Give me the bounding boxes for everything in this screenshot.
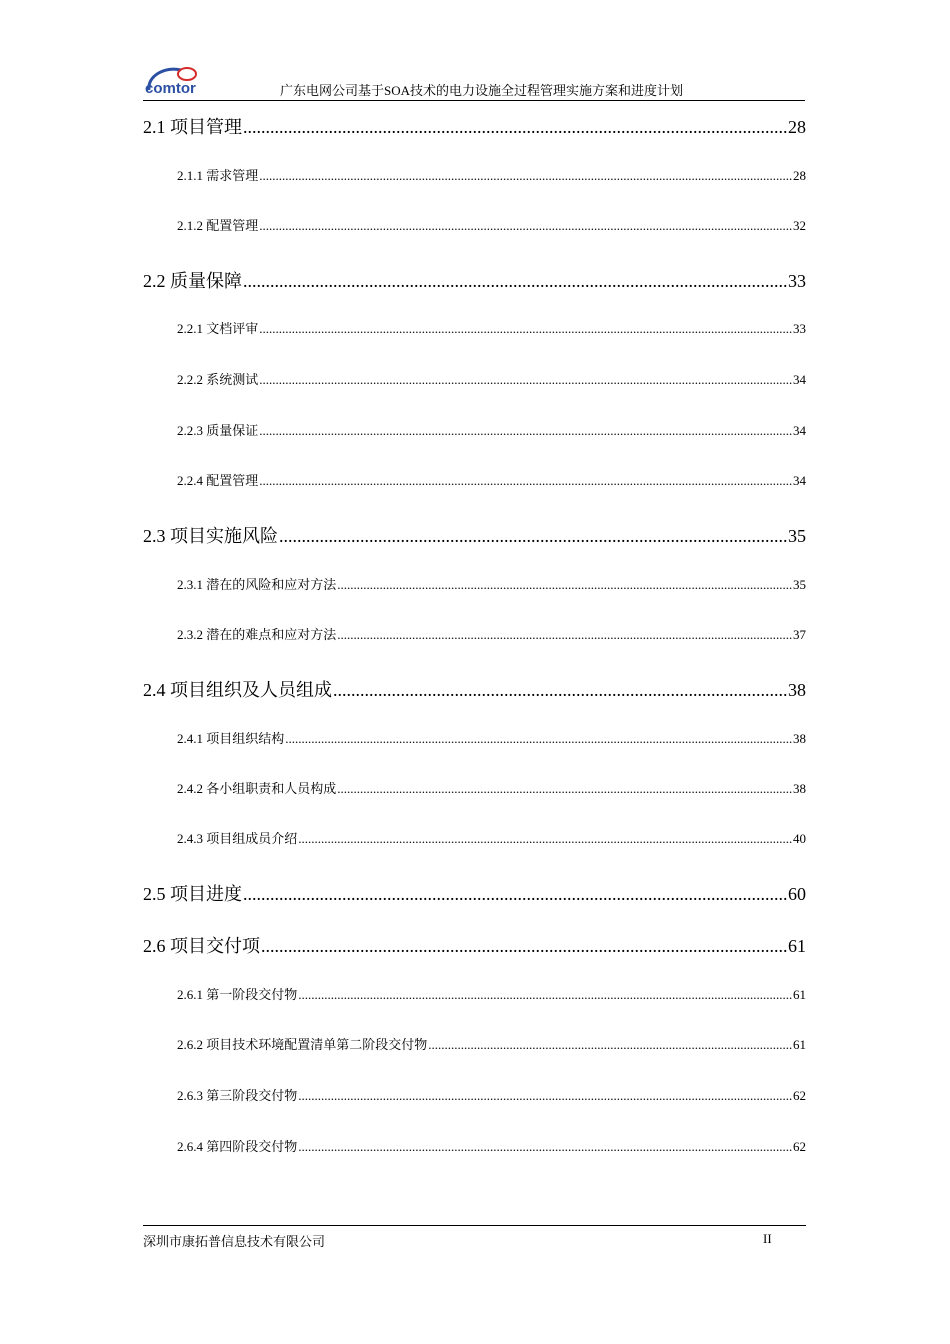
toc-section-entry[interactable] xyxy=(143,113,806,139)
toc-dot-leader xyxy=(243,117,787,138)
toc-entry-label: 2.2.2 系统测试 xyxy=(177,372,259,387)
toc-entry-page: 62 xyxy=(793,1088,806,1103)
toc-entry-label: 2.3.2 潜在的难点和应对方法 xyxy=(177,627,337,642)
toc-dot-leader xyxy=(243,884,787,905)
toc-subsection-entry[interactable] xyxy=(177,420,806,439)
toc-entry-label: 2.6.2 项目技术环境配置清单第二阶段交付物 xyxy=(177,1037,428,1052)
toc-entry-page: 35 xyxy=(793,577,806,592)
toc-entry-label: 2.4 项目组织及人员组成 xyxy=(143,680,332,700)
toc-dot-leader xyxy=(259,473,792,489)
toc-entry-page: 28 xyxy=(793,168,806,183)
toc-entry-page: 34 xyxy=(793,423,806,438)
toc-section-entry[interactable] xyxy=(143,880,806,906)
toc-subsection-entry[interactable] xyxy=(177,1136,806,1155)
toc-subsection-entry[interactable] xyxy=(177,828,806,847)
toc-dot-leader xyxy=(259,423,792,439)
toc-entry-page: 28 xyxy=(788,117,806,137)
toc-section-entry[interactable] xyxy=(143,932,806,958)
toc-section-entry[interactable] xyxy=(143,267,806,293)
toc-dot-leader xyxy=(428,1037,792,1053)
toc-entry-label: 2.5 项目进度 xyxy=(143,884,242,904)
toc-entry-label: 2.3 项目实施风险 xyxy=(143,526,278,546)
toc-dot-leader xyxy=(298,1088,792,1104)
toc-dot-leader xyxy=(337,781,792,797)
toc-entry-label: 2.1.1 需求管理 xyxy=(177,168,259,183)
toc-dot-leader xyxy=(298,1139,792,1155)
toc-dot-leader xyxy=(259,372,792,388)
toc-entry-page: 37 xyxy=(793,627,806,642)
toc-subsection-entry[interactable] xyxy=(177,1034,806,1053)
toc-subsection-entry[interactable] xyxy=(177,470,806,489)
document-title: 广东电网公司基于SOA技术的电力设施全过程管理实施方案和进度计划 xyxy=(280,83,684,98)
toc-subsection-entry[interactable] xyxy=(177,728,806,747)
page-footer xyxy=(143,1225,806,1249)
page-header xyxy=(143,64,805,101)
toc-section-entry[interactable] xyxy=(143,522,806,548)
toc-entry-label: 2.6.3 第三阶段交付物 xyxy=(177,1088,298,1103)
toc-entry-label: 2.1 项目管理 xyxy=(143,117,242,137)
toc-entry-page: 60 xyxy=(788,884,806,904)
toc-subsection-entry[interactable] xyxy=(177,574,806,593)
toc-entry-page: 38 xyxy=(788,680,806,700)
toc-dot-leader xyxy=(337,577,792,593)
toc-entry-page: 35 xyxy=(788,526,806,546)
toc-subsection-entry[interactable] xyxy=(177,318,806,337)
toc-subsection-entry[interactable] xyxy=(177,624,806,643)
toc-dot-leader xyxy=(259,168,792,184)
toc-entry-page: 34 xyxy=(793,473,806,488)
toc-dot-leader xyxy=(259,218,792,234)
toc-dot-leader xyxy=(337,627,792,643)
toc-dot-leader xyxy=(243,271,787,292)
toc-subsection-entry[interactable] xyxy=(177,369,806,388)
toc-entry-page: 38 xyxy=(793,731,806,746)
toc-entry-label: 2.2.4 配置管理 xyxy=(177,473,259,488)
toc-entry-label: 2.4.3 项目组成员介绍 xyxy=(177,831,298,846)
toc-entry-page: 62 xyxy=(793,1139,806,1154)
toc-entry-label: 2.3.1 潜在的风险和应对方法 xyxy=(177,577,337,592)
toc-entry-label: 2.6.1 第一阶段交付物 xyxy=(177,987,298,1002)
toc-entry-label: 2.6 项目交付项 xyxy=(143,936,260,956)
toc-entry-page: 61 xyxy=(788,936,806,956)
toc-section-entry[interactable] xyxy=(143,676,806,702)
toc-entry-page: 38 xyxy=(793,781,806,796)
toc-dot-leader xyxy=(333,680,787,701)
toc-subsection-entry[interactable] xyxy=(177,1085,806,1104)
toc-dot-leader xyxy=(285,731,792,747)
toc-entry-page: 61 xyxy=(793,987,806,1002)
toc-subsection-entry[interactable] xyxy=(177,984,806,1003)
toc-entry-label: 2.2.1 文档评审 xyxy=(177,321,259,336)
toc-entry-label: 2.4.1 项目组织结构 xyxy=(177,731,285,746)
toc-dot-leader xyxy=(279,526,787,547)
toc-entry-page: 34 xyxy=(793,372,806,387)
toc-entry-label: 2.1.2 配置管理 xyxy=(177,218,259,233)
toc-subsection-entry[interactable] xyxy=(177,215,806,234)
toc-dot-leader xyxy=(298,831,792,847)
toc-entry-page: 32 xyxy=(793,218,806,233)
toc-entry-page: 33 xyxy=(788,271,806,291)
toc-entry-label: 2.2 质量保障 xyxy=(143,271,242,291)
footer-page-number: II xyxy=(763,1231,772,1246)
toc-subsection-entry[interactable] xyxy=(177,165,806,184)
toc-subsection-entry[interactable] xyxy=(177,778,806,797)
toc-entry-page: 40 xyxy=(793,831,806,846)
comtor-logo xyxy=(143,64,205,98)
toc-entry-page: 33 xyxy=(793,321,806,336)
toc-entry-label: 2.6.4 第四阶段交付物 xyxy=(177,1139,298,1154)
toc-dot-leader xyxy=(261,936,787,957)
toc-dot-leader xyxy=(298,987,792,1003)
toc-dot-leader xyxy=(259,321,792,337)
footer-company: 深圳市康拓普信息技术有限公司 xyxy=(143,1234,326,1249)
logo-wordmark: comtor xyxy=(145,80,196,97)
toc-entry-label: 2.2.3 质量保证 xyxy=(177,423,259,438)
toc-entry-label: 2.4.2 各小组职责和人员构成 xyxy=(177,781,337,796)
toc-entry-page: 61 xyxy=(793,1037,806,1052)
